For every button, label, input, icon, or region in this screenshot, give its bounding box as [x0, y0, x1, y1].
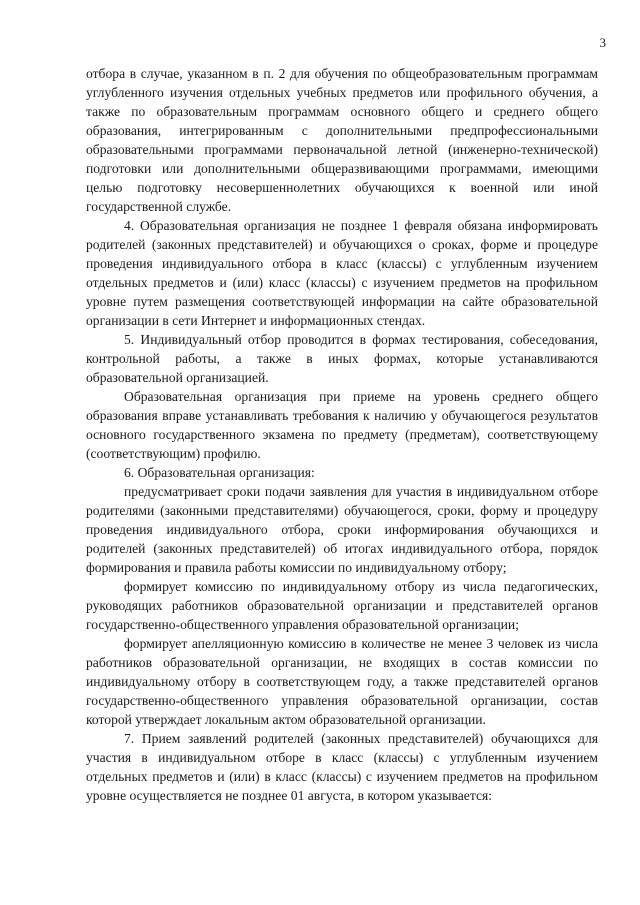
- paragraph-item-6: 6. Образовательная организация:: [124, 465, 315, 480]
- paragraph-item-6-appeal-commission: формирует апелляционную комиссию в количестве не менее 3 человек из числа работников образовательной организации, не входящих в состав комиссии по индивидуальному отбору в соответствующем году, а также представителей органов государственно-общественного управления образовательной организации, состав которой утверждает локальным актом образовательной организации.: [86, 636, 598, 727]
- paragraph-continuation: отбора в случае, указанном в п. 2 для обучения по общеобразовательным программам углубленного изучения отдельных учебных предметов или профильного обучения, а также по образовательным программам основного общего и среднего общего образования, интегрированным с дополнительными предпрофессиональными образовательными программами первоначальной летной (инженерно-технической) подготовки или дополнительными общеразвивающими программами, имеющими целью подготовку несовершеннолетних обучающихся к военной или иной государственной службе.: [86, 66, 598, 214]
- paragraph-item-6-deadlines: предусматривает сроки подачи заявления для участия в индивидуальном отборе родителями (законными представителями) обучающегося, сроки, форму и процедуру проведения индивидуального отбора, сроки информирования обучающихся и родителей (законных представителей) об итогах индивидуального отбора, порядок формирования и правила работы комиссии по индивидуальному отбору;: [86, 484, 598, 575]
- page-number: 3: [599, 35, 606, 50]
- document-body: [86, 64, 598, 805]
- paragraph-item-5: 5. Индивидуальный отбор проводится в формах тестирования, собеседования, контрольной работы, а также в иных формах, которые устанавливаются образовательной организацией.: [86, 332, 598, 385]
- paragraph-item-4: 4. Образовательная организация не позднее 1 февраля обязана информировать родителей (законных представителей) и обучающихся о сроках, форме и процедуре проведения индивидуального отбора в класс (классы) с углубленным изучением отдельных предметов и (или) класс (классы) с изучением предметов на профильном уровне путем размещения соответствующей информации на сайте образовательной организации в сети Интернет и информационных стендах.: [86, 218, 598, 328]
- paragraph-requirements: Образовательная организация при приеме на уровень среднего общего образования вправе устанавливать требования к наличию у обучающегося результатов основного государственного экзамена по предмету (предметам), соответствующему (соответствующим) профилю.: [86, 389, 598, 461]
- paragraph-item-7: 7. Прием заявлений родителей (законных представителей) обучающихся для участия в индивидуальном отборе в класс (классы) с углубленным изучением отдельных предметов и (или) в класс (классы) с изучением предметов на профильном уровне осуществляется не позднее 01 августа, в котором указывается:: [86, 731, 598, 803]
- paragraph-item-6-commission: формирует комиссию по индивидуальному отбору из числа педагогических, руководящих работников образовательной организации и представителей органов государственно-общественного управления образовательной организации;: [86, 579, 598, 632]
